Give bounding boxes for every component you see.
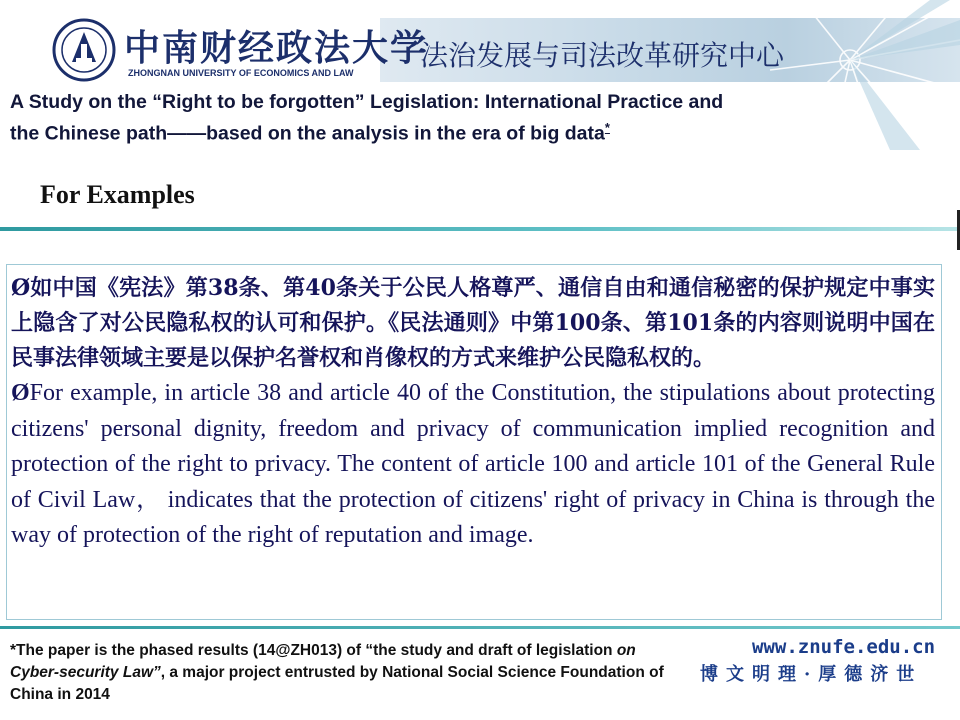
research-center-name: 法治发展与司法改革研究中心: [420, 39, 785, 72]
divider-rule: [0, 227, 960, 231]
title-line-2: [10, 115, 910, 147]
chinese-text: 如中国《宪法》第38条、第40条关于公民人格尊严、通信自由和通信秘密的保护规定中事实上隐含了对公民隐私权的认可和保护。《民法通则》中第100条、第101条的内容则说明中国在民事法律领域主要是以保护名誉权和肖像权的方式来维护公民隐私权的。: [11, 275, 935, 371]
title-line-2-text: the Chinese path——based on the analysis in the era of big data: [10, 122, 605, 145]
slide-title: [10, 89, 910, 147]
university-motto: 博文明理·厚德济世: [700, 664, 923, 685]
footnote-text-1: The paper is the phased results (14@ZH013) of “the study and draft of legislation: [16, 642, 617, 659]
footnote-marker: *: [10, 642, 17, 659]
footnote: [10, 640, 670, 706]
website-url: www.znufe.edu.cn: [752, 636, 936, 658]
chinese-paragraph: [11, 271, 935, 376]
title-line-1: A Study on the “Right to be forgotten” Legislation: International Practice and: [10, 91, 724, 113]
footnote-italic: on Cyber-security Law”: [10, 642, 636, 681]
content-box: [6, 264, 942, 620]
english-paragraph: [11, 376, 935, 554]
university-name-english: ZHONGNAN UNIVERSITY OF ECONOMICS AND LAW: [128, 68, 354, 78]
footer-rule: [0, 626, 960, 629]
english-text: For example, in article 38 and article 40 of the Constitution, the stipulations about protecting citizens' personal dignity, freedom and privacy of communication implied recognition and protection of the right to privacy. The content of article 100 and article 101 of the General Rule of Civil Law， indicates that the protection of citizens' right of privacy in China is through the way of protection of the right of reputation and image.: [11, 380, 935, 548]
university-seal-logo: [52, 18, 116, 82]
section-subheading: For Examples: [40, 180, 195, 209]
university-name-chinese: 中南财经政法大学: [124, 27, 429, 69]
footnote-marker: *: [604, 120, 610, 135]
bullet-arrow-icon: Ø: [11, 275, 31, 301]
footnote-text-2: , a major project entrusted by National Social Science Foundation of China in 2014: [10, 664, 664, 703]
bullet-arrow-icon: Ø: [11, 380, 30, 406]
